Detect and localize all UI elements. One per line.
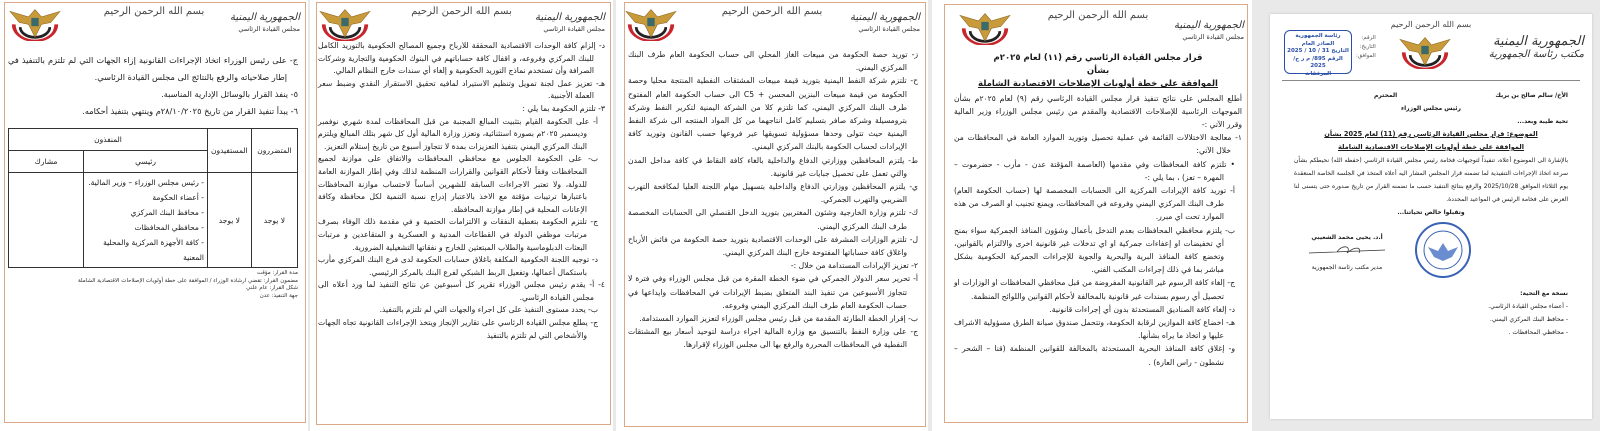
header-beneficiaries: المستفيدون [207, 129, 251, 173]
clause: ب- يلتزم محافظي المحافظات بعدم التدخل بأعمال وشؤون المنافذ الجمركية سواء بمنح أي تخفيضات او إعفاءات جمركية او اي تدخلات غير قانونية اخرى والالتزام بالقوانين، وتخضع كافة المنافذ البرية والبحرية والجوية للإجراءات الجمركية الحكومية بشكل مباشر بما في ذلك إجراءات المكتب الفني. [954, 225, 1235, 275]
clause: ٣- تلتزم الحكومة بما يلي : [522, 103, 605, 113]
header-executors: المنفذون [9, 129, 208, 151]
document-page-2 [310, 0, 613, 431]
footnote: مضمون القرار: تقضي ارشادة الوزراء / الموافقة على خطة أولويات الإصلاحات الاقتصادية الشاملة [77, 277, 298, 284]
closing: وتقبلوا خالص تحياتنا... [1397, 209, 1465, 216]
received-stamp [1284, 30, 1352, 77]
ref-label: الرقم: [1361, 35, 1376, 41]
signature-block [1302, 231, 1392, 274]
clause: ٦- يبدأ تنفيذ القرار من تاريخ ٢٨/١٠/٢٠٢٥م وينتهي بتنفيذ أحكامه. [82, 106, 298, 116]
clause: ج- على وزارة النفط بالتنسيق مع وزارة المالية اجراء دراسة لتوحيد أسعار بيع المشتقات النفطية في المحافظات المحررة والرفع بها الى مجلس الوزراء لإقرارها. [628, 327, 918, 350]
yemen-emblem-icon [1398, 32, 1452, 69]
clause: ٢- تعزيز الإيرادات المستدامة من خلال :- [790, 261, 918, 271]
clause: د- إلغاء كافة الصناديق المستحدثة بدون أي إجراءات قانونية. [1049, 304, 1235, 314]
council-name: مجلس القيادة الرئاسي [858, 25, 920, 33]
honorific: المحترم [1374, 92, 1398, 99]
clause: أ- تحرير سعر الدولار الجمركي في ضوء الخطة المقرة من قبل مجلس الوزراء وفي فترة لا تتجاوز الأسبوعين من تنفيذ البند المتعلق بضبط الإيرادات في المحافظات وايداعها في حساب الحكومة العام طرف البنك المركزي اليمني وفروعه. [628, 274, 918, 310]
masthead: الجمهورية اليمنية [534, 12, 605, 23]
basmala: بسم الله الرحمن الرحيم [1390, 20, 1472, 29]
clause: ب- إقرار الخطة الطارئة المقدمة من قبل رئيس مجلس الوزراء لتعزيز الموارد المستدامة. [639, 314, 918, 324]
clause: و- إغلاق كافة المنافذ البحرية المستحدثة بالمخالفة للقوانين المنظمة (قنا – الشحر – نشطون - راس العارة) . [954, 344, 1235, 367]
decree-intro: أطلع المجلس على نتائج تنفيذ قرار مجلس القيادة الرئاسي رقم (٩) لعام ٢٠٢٥م بشأن الموجهات الرئاسية للإصلاحات الاقتصادية والمقدم من رئيس مجلس الوزراء وزير المالية وقرر الآتي :- [954, 93, 1242, 130]
executor: - أعضاء الحكومة [152, 193, 204, 202]
clause: ط- يلتزم المحافظين ووزارتي الدفاع والداخلية بالغاء كافة النقاط في كافة مداخل المدن والتي تعمل على تحصيل جبايات غير قانونية. [628, 155, 918, 178]
header-partner: مشارك [9, 151, 84, 173]
document-page-4 [932, 0, 1252, 431]
executor: - محافظي المحافظات [134, 223, 204, 232]
document-page-5-cover-letter [1270, 14, 1592, 419]
clause: ل- تلتزم الوزارات المشرفة على الوحدات الاقتصادية بتوريد حصة الحكومة من فائض الأرباح واغلاق كافة حساباتها المفتوحة خارج البنك المركزي اليمني. [628, 234, 918, 258]
ref-label: الموافق: [1356, 53, 1376, 59]
letter-body: بالإشارة الى الموضوع أعلاه، تنفيذاً لتوجيهات فخامة رئيس مجلس القيادة الرئاسي (حفظه الله) نحيطكم بشأن سرعة اتخاذ الإجراءات التنفيذية لما تضمنه قرار المجلس المشار اليه أعلاه المتخذ في الجلسة الخاصة المنعقدة يوم الثلاثاء الموافق 2025/10/28 والرفع بنتائج التنفيذ حسب ما تضمنه القرار من تاريخ صدوره حتى يتسنى لنا العرض على فخامة الرئيس في المواعيد المحددة. [1294, 157, 1568, 203]
addressee-title: رئيس مجلس الوزراء [1401, 105, 1461, 112]
clause: ح- تلتزم شركة النفط اليمنية بتوريد قيمة مبيعات المشتقات النفطية المنتجة محليا وحصة الحكومة من قيمة مبيعات البنزين المحسن + C5 الى حساب الحكومة العام المفتوح طرف البنك المركزي اليمني، كما تلتزم كلا من الشركة اليمنية لتكرير النفط وشركة بترومسيلة وشركة صافر بتسليم كامل انتاجهما من كل المواد المنتجه الى شركة النفط اليمنية حيث تتولى وحدها مسؤولية تسويقها عبر فروعها حسب القانون وتوريد كافة الإيرادات لحساب الحكومة بالبنك المركزي اليمني. [628, 76, 918, 152]
clause: أ- على الحكومة القيام بتثبيت المبالغ المجنبة من قبل المحافظات لمدة شهري نوفمبر وديسمبر ٢٠٢٥م بصورة استثنائية، وتعزز وزارة المالية أول كل شهر بتلك المبالغ ويلتزم البنك المركزي اليمني بتنفيذ التعزيزات بمدة لا تتجاوز أسبوع من تاريخ إستلام التعزيز. [318, 116, 598, 151]
header-main: رئيسي [84, 151, 208, 173]
clause: ج- تلتزم الحكومة بتغطية النفقات و الالتزامات الحتمية و في مقدمة ذلك الوفاء بصرف مرتبات موظفي الدولة في القطاعات المدنية و العسكرية و المتقاعدين و مرتبات البعثات الدبلوماسية والطلاب المبتعثين للخارج و نفقاتها التشغيلية الضرورية. [318, 217, 598, 252]
basmala: بسم الله الرحمن الرحيم [1047, 10, 1149, 21]
cc-item: - أعضاء مجلس القيادة الرئاسي. [1488, 303, 1568, 310]
ref-label: التاريخ: [1359, 44, 1376, 50]
cc-title: نسخة مع التحية: [1520, 290, 1568, 297]
page-border [624, 2, 926, 427]
basmala: بسم الله الرحمن الرحيم [411, 6, 512, 17]
decree-title: قرار مجلس القيادة الرئاسي رقم (١١) لعام ٢٠٢٥م [993, 53, 1203, 63]
clause: ك- تلتزم وزارة الخارجية وشئون المغتربين بتوريد الدخل القنصلي الى الحسابات المخصصة طرف البنك المركزي اليمني. [628, 208, 918, 231]
stamp-date: التاريخ 31 / 10 / 2025 [1287, 48, 1349, 54]
document-page-3 [616, 0, 928, 431]
council-name: مجلس القيادة الرئاسي [238, 25, 300, 33]
clause: • تلتزم كافة المحافظات وفي مقدمها (العاصمة المؤقتة عدن - مأرب - حضرموت – المهرة – تعز) ، بما يلي :- [954, 159, 1235, 182]
cc-item: - محافظ البنك المركزي اليمني. [1489, 316, 1568, 323]
office-name: مكتب رئاسة الجمهورية [1488, 49, 1584, 60]
header-affected: المتضررون [251, 129, 297, 173]
masthead: الجمهورية اليمنية [1173, 20, 1244, 31]
clause: ٥- ينفذ القرار بالوسائل الإدارية المناسبة. [161, 89, 298, 99]
clause: ٤- أ- يقدم رئيس مجلس الوزراء تقرير كل أسبوعين عن نتائج التنفيذ لما ورد أعلاه الى مجلس القيادة الرئاسي. [318, 280, 605, 302]
clause: د- إلزام كافة الوحدات الاقتصادية المحققة للارباح وجميع المصالح الحكومية بالتوريد الكامل للبنك المركزي وفروعه، و اقفال كافة حساباتهم في البنوك الحكومية والتجارية وشركات الصرافة وأن تستخدم نماذج التوريد الحكومية و إلغاء أي سندات خارج النظام المالي. [318, 41, 605, 76]
masthead: الجمهورية اليمنية [229, 12, 300, 23]
beneficiaries-value: لا يوجد [207, 173, 251, 268]
affected-value: لا يوجد [251, 173, 297, 268]
clause: ز- توريد حصة الحكومة من مبيعات الغاز المحلي الى حساب الحكومة العام طرف البنك المركزي اليمني. [628, 50, 918, 73]
stamp-number: الرقم 895/ م ر ج/ 2025 [1293, 55, 1343, 69]
decree-subject: الموافقة على خطة أولويات الإصلاحات الاقتصادية الشاملة [978, 79, 1218, 90]
stamp-line: رئاسة الجمهورية [1295, 33, 1341, 39]
basmala: بسم الله الرحمن الرحيم [103, 6, 205, 17]
decree-regarding: بشأن [1086, 66, 1110, 77]
footnote: جهة التنفيذ: عدن [259, 292, 298, 299]
executor: - كافة الأجهزة المركزية والمحلية المعنية [103, 238, 204, 262]
letter-subject: الموضوع: قرار مجلس القيادة الرئاسي رقم (11) لعام 2025 بشأن الموافقة على خطة أولويات الإصلاحات الاقتصادية الشاملة [1324, 130, 1538, 151]
stamp-line: المرفقات [1304, 70, 1332, 77]
signatory-name: أ.د. يحيى محمد الشعيبي [1311, 234, 1383, 241]
page-border [316, 2, 611, 425]
council-name: مجلس القيادة الرئاسي [1182, 33, 1244, 41]
clause: ب- على الحكومة الجلوس مع محافظي المحافظات والاتفاق على موازنة لجميع المحافظات وفقاً لأحكام القوانين والقرارات المنظمة لذلك وفي إطار الموازنة العامة للدولة، ولا تعتبر الاجراءات السابقة للشهرين أساساً لاحتساب موازنة المحافظات باعتبارها ترتيبات مؤقتة مع الاخذ بالاعتبار إدراج نسبة التنمية لكل محافظة وكافة الإعانات المحلية في إطار موازنة المحافظة. [318, 154, 598, 214]
masthead: الجمهورية اليمنية [1492, 34, 1584, 49]
signatory-title: مدير مكتب رئاسة الجمهورية [1311, 264, 1383, 271]
cc-item: - محافظي المحافظات . [1508, 329, 1568, 336]
clause: ي- يلتزم المحافظين ووزارتي الدفاع والداخلية بتسهيل مهام اللجنة العليا لمكافحة التهرب الضريبي والتهرب الجمركي. [628, 182, 918, 205]
clause: د- توجيه اللجنة الحكومية المكلفة باغلاق حسابات الحكومة لدى فرع البنك المركزي مأرب باستكمال أعمالها، وتفعيل الربط الشبكي لفرع البنك بالمركز الرئيسي. [318, 255, 598, 277]
reference-labels [1356, 34, 1376, 61]
clause: ج- إلغاء كافة الرسوم غير القانونية المفروضة من قبل محافظي المحافظات او الوزارات او تحصيل أي رسوم بسندات غير قانونية بالمخالفة لأحكام القوانين واللوائح المنظمة. [954, 278, 1235, 301]
masthead: الجمهورية اليمنية [849, 12, 920, 23]
greeting: تحية طيبة وبعد... [1517, 118, 1568, 125]
addressee: الأخ/ سالم صالح بن بريك [1495, 92, 1568, 99]
stamp-line: الصادر العام [1301, 40, 1335, 47]
page-border [944, 4, 1248, 423]
page-border [4, 2, 306, 423]
clause: هـ- اخضاع كافة الموازين لرقابة الحكومة، وتتحمل صندوق صيانة الطرق مسؤولية الاشراف عليها و اتخاذ ما يراه بشأنها. [954, 318, 1235, 341]
executor: - رئيس مجلس الوزراء – وزير المالية. [88, 178, 204, 187]
basmala: بسم الله الرحمن الرحيم [721, 6, 823, 17]
clause: ج- على رئيس الوزراء اتخاذ الإجراءات القانونية إزاء الجهات التي لم تلتزم بالتنفيذ في إطار صلاحياته والرفع بالنتائج الى مجلس القيادة الرئاسي. [8, 55, 298, 82]
clause: أ- توريد كافة الإيرادات المركزية الى الحسابات المخصصة لها (حساب الحكومة العام) طرف البنك المركزي اليمني وفروعه في المحافظات، ويمنع تجنيب او الصرف من هذه الموارد تحت اي مبرر. [954, 186, 1235, 222]
footnote: مدة القرار: مؤقت [256, 270, 298, 276]
clause: ج- يطلع مجلس القيادة الرئاسي على تقارير الإنجاز ويتخذ الإجراءات القانونية تجاه الجهات والأشخاص التي لم تلتزم بالتنفيذ [318, 318, 598, 340]
handwritten-signature [1307, 244, 1387, 256]
clause: ١- معالجة الاختلالات القائمة في عملية تحصيل وتوريد الموارد العامة في المحافظات من خلال الآتي: [954, 133, 1242, 156]
clause: ب- يحدد مستوى التنفيذ على كل اجراء والجهات التي لم تلتزم بالتنفيذ. [379, 305, 598, 315]
document-page-1 [0, 0, 308, 431]
clause: هـ- تعزيز عمل لجنة تمويل وتنظيم الاستيراد لمافيه تحقيق الاستقرار النقدي وضبط سعر العملة الأجنبية. [318, 78, 605, 101]
council-name: مجلس القيادة الرئاسي [543, 25, 605, 33]
executor: - محافظ البنك المركزي [130, 208, 204, 217]
official-seal-icon [1414, 221, 1472, 279]
footnote: شكل القرار: عام علني [246, 285, 298, 291]
